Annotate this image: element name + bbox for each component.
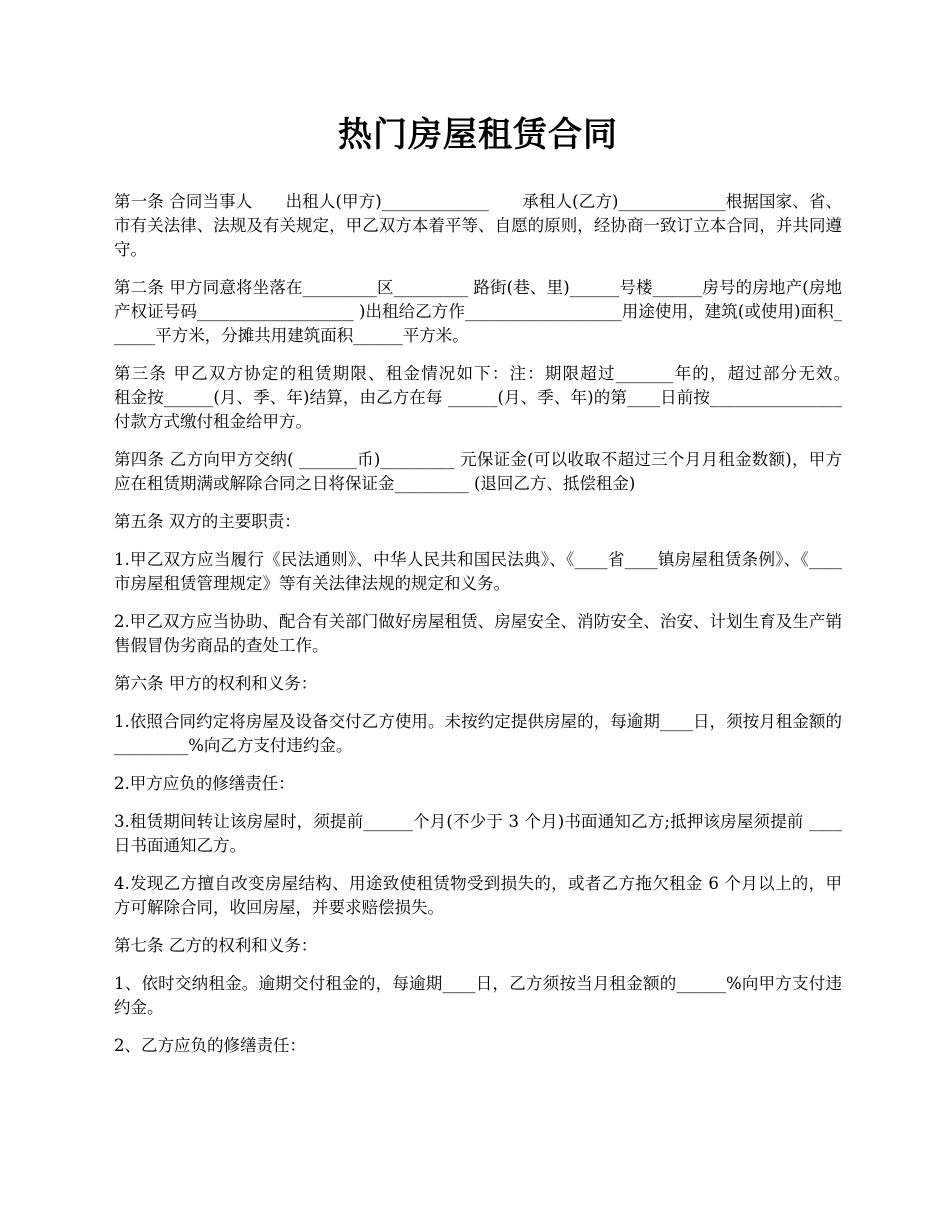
article-1-parties: 第一条 合同当事人 出租人(甲方)_____________ 承租人(乙方)_____________根据国家、省、市有关法律、法规及有关规定，甲乙双方本着平等、自愿的原则，经协商一致订立本合同，并共同遵守。 (114, 192, 842, 259)
article-2-property: 第二条 甲方同意将坐落在_________区_________ 路街(巷、里)______号楼______房号的房地产(房地产权证号码___________________ )出租给乙方作___________________用途使用，建筑(或使用)面积______平方米，分摊共用建筑面积______平方米。 (114, 278, 842, 345)
article-7-item-2: 2、乙方应负的修缮责任： (114, 1036, 306, 1055)
article-6-item-2: 2.甲方应负的修缮责任： (114, 774, 295, 793)
article-5-heading: 第五条 双方的主要职责： (114, 512, 301, 531)
article-6-item-4: 4.发现乙方擅自改变房屋结构、用途致使租赁物受到损失的，或者乙方拖欠租金 6 个月以上的，甲方可解除合同，收回房屋，并要求赔偿损失。 (114, 874, 842, 917)
article-3-term-rent: 第三条 甲乙双方协定的租赁期限、租金情况如下：注：期限超过_______年的，超过部分无效。 租金按______(月、季、年)结算，由乙方在每 ______(月、季、年)的第____日前按________________ 付款方式缴付租金给甲方。 (114, 364, 875, 431)
article-7-heading: 第七条 乙方的权利和义务： (114, 936, 318, 955)
article-6-heading: 第六条 甲方的权利和义务： (114, 674, 318, 693)
article-7-item-1: 1、依时交纳租金。逾期交付租金的，每逾期____日，乙方须按当月租金额的______%向甲方支付违约金。 (114, 974, 842, 1017)
document-page (114, 110, 875, 1072)
article-6-item-3: 3.租赁期间转让该房屋时，须提前______个月(不少于 3 个月)书面通知乙方;抵押该房屋须提前 ____日书面通知乙方。 (114, 812, 842, 855)
article-4-deposit: 第四条 乙方向甲方交纳( _______币)_________ 元保证金(可以收取不超过三个月月租金数额)，甲方应在租赁期满或解除合同之日将保证金_________ (退回乙方、抵偿租金) (114, 450, 842, 493)
document-title: 热门房屋租赁合同 (338, 115, 618, 155)
article-6-item-1: 1.依照合同约定将房屋及设备交付乙方使用。未按约定提供房屋的，每逾期____日，须按月租金额的_________%向乙方支付违约金。 (114, 712, 842, 755)
article-5-item-2: 2.甲乙双方应当协助、配合有关部门做好房屋租赁、房屋安全、消防安全、治安、计划生育及生产销售假冒伪劣商品的查处工作。 (114, 612, 842, 655)
article-5-item-1: 1.甲乙双方应当履行《民法通则》、中华人民共和国民法典》、《____省____镇房屋租赁条例》、《____市房屋租赁管理规定》等有关法律法规的规定和义务。 (114, 550, 842, 593)
